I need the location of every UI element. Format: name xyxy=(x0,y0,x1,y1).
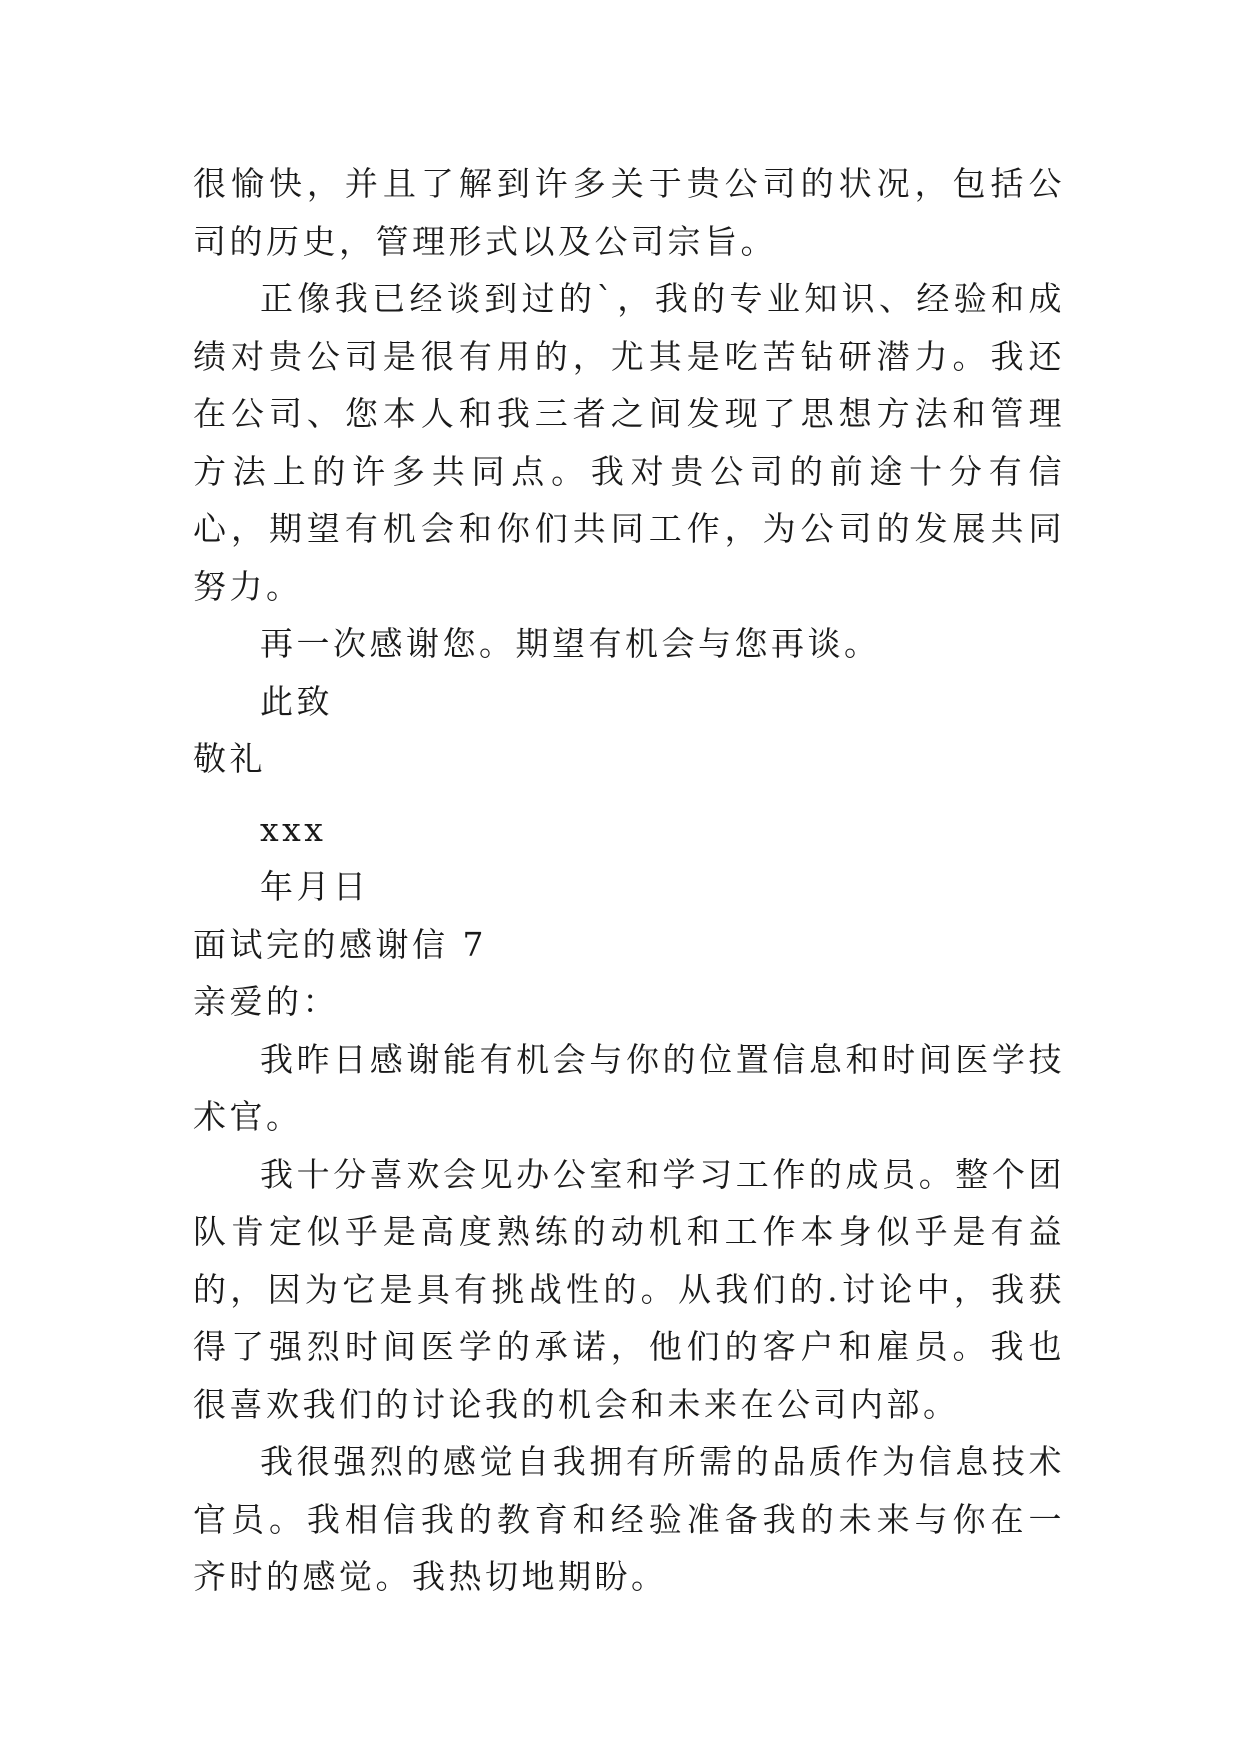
body-paragraph: 我很强烈的感觉自我拥有所需的品质作为信息技术官员。我相信我的教育和经验准备我的未来与你在一齐时的感觉。我热切地期盼。 xyxy=(193,1442,1065,1596)
closing-line: 此致 xyxy=(260,681,333,721)
body-paragraph: 很愉快，并且了解到许多关于贵公司的状况，包括公司的历史，管理形式以及公司宗旨。 xyxy=(193,164,1065,261)
body-paragraph: 我十分喜欢会见办公室和学习工作的成员。整个团队肯定似乎是高度熟练的动机和工作本身似乎是有益的，因为它是具有挑战性的。从我们的.讨论中，我获得了强烈时间医学的承诺，他们的客户和雇员。我也很喜欢我们的讨论我的机会和未来在公司内部。 xyxy=(193,1154,1065,1424)
salute-line: 敬礼 xyxy=(193,739,266,778)
body-paragraph: 我昨日感谢能有机会与你的位置信息和时间医学技术官。 xyxy=(193,1039,1065,1136)
greeting-line: 亲爱的： xyxy=(193,982,339,1021)
body-paragraph: 再一次感谢您。期望有机会与您再谈。 xyxy=(260,624,881,663)
document-body xyxy=(193,155,1065,1606)
signature-date: 年月日 xyxy=(260,867,370,906)
signature-name: xxx xyxy=(260,809,327,849)
section-title: 面试完的感谢信 7 xyxy=(193,924,487,964)
body-paragraph: 正像我已经谈到过的`，我的专业知识、经验和成绩对贵公司是很有用的，尤其是吃苦钻研潜力。我还在公司、您本人和我三者之间发现了思想方法和管理方法上的许多共同点。我对贵公司的前途十分有信心，期望有机会和你们共同工作，为公司的发展共同努力。 xyxy=(193,279,1065,606)
